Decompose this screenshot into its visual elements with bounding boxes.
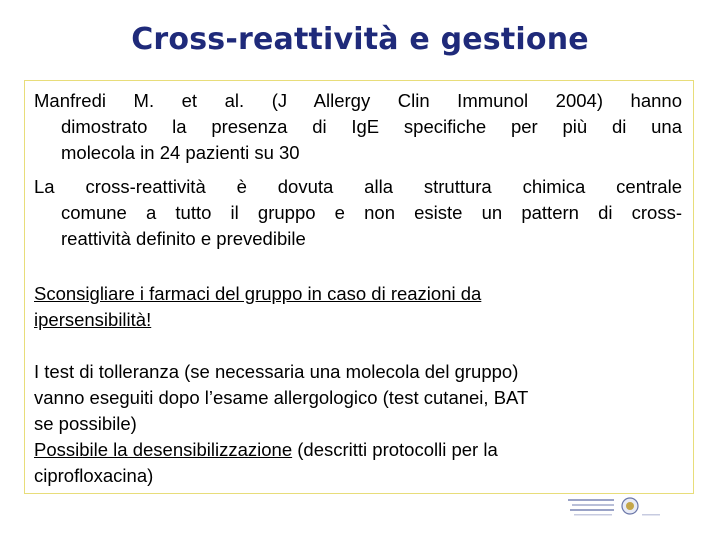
paragraph-manfredi [34, 88, 682, 166]
para4-line2: vanno eseguiti dopo l’esame allergologico (test cutanei, BAT [34, 387, 529, 408]
desensitization-text: Possibile la desensibilizzazione [34, 439, 293, 460]
para4-line3: se possibile) [34, 413, 137, 434]
paragraph-recommendation [34, 281, 682, 333]
slide-title: Cross-reattività e gestione [131, 22, 589, 57]
para1-line2: dimostrato la presenza di IgE specifiche per più di una [61, 116, 682, 137]
para2-line3: reattività definito e prevedibile [61, 228, 306, 249]
para1-line1: Manfredi M. et al. (J Allergy Clin Immunol 2004) hanno [34, 90, 682, 111]
para4-line4 [34, 437, 682, 463]
para3-line2: ipersensibilità! [34, 309, 152, 330]
protocols-text: (descritti protocolli per la [292, 439, 498, 460]
para4-line1: I test di tolleranza (se necessaria una molecola del gruppo) [34, 361, 519, 382]
institution-seal-logo [568, 496, 660, 518]
para4-line5: ciprofloxacina) [34, 465, 154, 486]
paragraph-cross-reactivity [34, 174, 682, 252]
paragraph-tolerance-tests [34, 359, 682, 489]
para2-line1: La cross-reattività è dovuta alla struttura chimica centrale [34, 176, 682, 197]
para2-line2: comune a tutto il gruppo e non esiste un pattern di cross- [61, 202, 682, 223]
para1-line3: molecola in 24 pazienti su 30 [61, 142, 300, 163]
para3-line1: Sconsigliare i farmaci del gruppo in caso di reazioni da [34, 283, 482, 304]
